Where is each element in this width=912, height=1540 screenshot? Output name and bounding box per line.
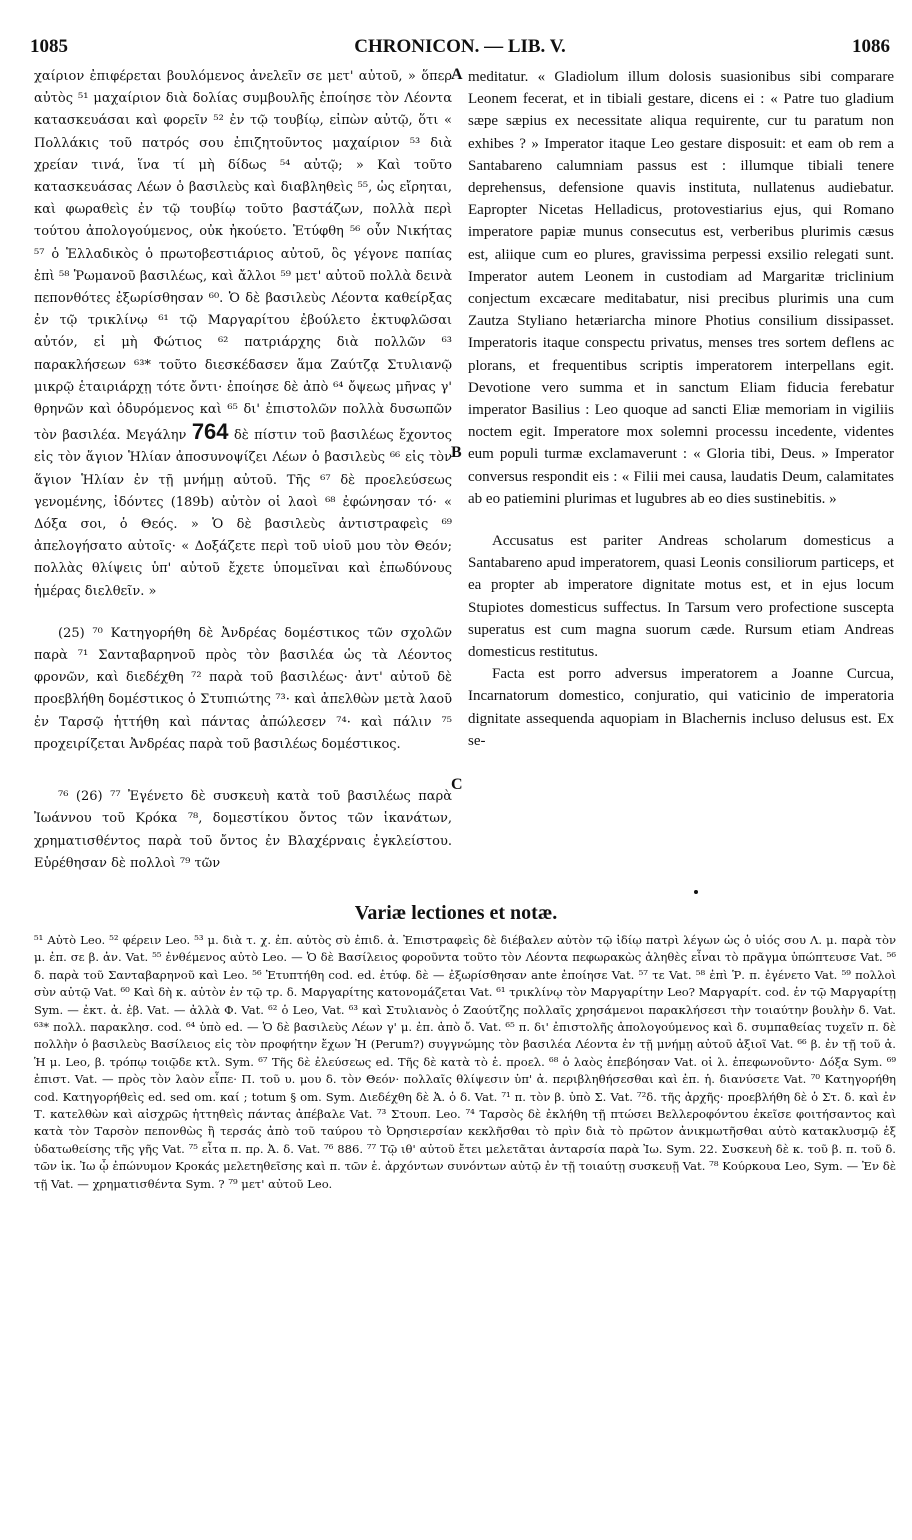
latin-paragraph-3: Facta est porro adversus imperatorem a Joanne Curcua, Incarnatorum domestico, conjuratio, qui vaticinio de imperatoria dignitate assequenda aquopiam in Blachernis incluso delusus est. Ex se- xyxy=(468,666,894,749)
greek-column xyxy=(34,66,452,896)
greek-paragraph-1 xyxy=(34,66,452,603)
section-marker-b: B xyxy=(451,444,462,461)
section-marker-c: C xyxy=(451,776,463,793)
page-header xyxy=(30,36,890,60)
latin-paragraph-1: meditatur. « Gladiolum illum dolosis suasionibus sibi comparare Leonem fecerat, et in tibiali gestare, dicens ei : « Patre tuo gladium sæpe sæpius ex necessitate aliqua requirente, cur tu paratum non exhibes ? » Imperator itaque Leo gestare disposuit: et eam ob rem a Santabareno calumniam passus est : illumque tibiali tenere deprehensus, defensione quavis instituta, nullatenus audiebatur. Eapropter Nicetas Helladicus, protovestiarius ejus, qui Romano imperatore papiæ munus consecutus est, verberibus plurimis cæsus est, aliique cum eo plures, gravissima perpessi exsilio relegati sunt. Imperator autem Leonem in custodiam ad Margaritæ triclinium conjectum excæcare meditabatur, nisi precibus plurimis una cum Zautza Styliano hetæriarcha minore Photius consilium dissipasset. Imperatoris itaque conspectu privatus, menses tres sortem deflens ac plorans, et frequentibus scriptis imperatorem interpellans egit. Devotione vero summa et in sanctum Eliam fiducia ferebatur imperator Basilius : Leo quoque ad sancti Eliæ memoriam in vigiliis noctem egit. Imperatore mox solemni processu incedente, videntes eum populi turmæ exclamaverunt : « Gloria tibi, Deus. » Imperator conversus respondit eis : « Filii mei causa, laudatis Deum, calamitates ab eo patiemini plurimas et lugubres ab eo dies sustinebitis. » xyxy=(468,69,894,507)
running-title: CHRONICON. — LIB. V. xyxy=(354,36,566,57)
page-number-left: 1085 xyxy=(30,36,68,57)
greek-paragraph-1-after: δὲ πίστιν τοῦ βασιλέως ἔχοντος εἰς τὸν ἅγιον Ἡλίαν ἀποσυνοψίζει Λέων ὁ βασιλεὺς ⁶⁶ εἰς τὸν ἅγιον Ἡλίαν ἐν τῇ μνήμῃ αὐτοῦ. Τῆς ⁶⁷ δὲ προελεύσεως γενομένης, ἰδόντες (189b) αὐτὸν οἱ λαοὶ ⁶⁸ ἐφώνησαν τό· « Δόξα σοι, ὁ Θεός. » Ὁ δὲ βασιλεὺς ἀντιστραφεὶς ⁶⁹ ἀπελογήσατο αὐτοῖς· « Δοξάζετε περὶ τοῦ υἱοῦ μου τὸν Θεόν; πολλὰς θλίψεις ὑπ' αὐτοῦ ἔχετε ὑπομεῖναι καὶ ἐπωδύνους ἡμέρας διελθεῖν. » xyxy=(34,428,452,599)
section-marker-a: A xyxy=(451,66,463,83)
greek-paragraph-1-before: χαίριον ἐπιφέρεται βουλόμενος ἀνελεῖν σε μετ' αὐτοῦ, » ὅπερ αὐτὸς ⁵¹ μαχαίριον διὰ δολίας συμβουλῆς ἐποίησε τὸν Λέοντα κατασκευάσαι καὶ φορεῖν ⁵² ἐν τῷ τουβίῳ, εἰπὼν αὐτῷ, ὅτι « Πολλάκις τοῦ πατρός σου ἐπιζητοῦντος μαχαίριον ⁵³ διὰ χρείαν τινά, ἵνα τί μὴ δίδως ⁵⁴ αὐτῷ; » Καὶ τοῦτο κατασκευάσας Λέων ὁ βασιλεὺς καὶ διαβληθεὶς ⁵⁵, ὡς εἴρηται, καὶ φωραθεὶς ἐν τῷ τουβίῳ τοῦτο βαστάζων, πολλὰ περὶ τούτου ἀπολογούμενος, οὐκ ἠκούετο. Ἐτύφθη ⁵⁶ οὖν Νικήτας ⁵⁷ ὁ Ἑλλαδικὸς ὁ πρωτοβεστιάριος αὐτοῦ, ὃς γέγονε παπίας ἐπὶ ⁵⁸ Ῥωμανοῦ βασιλέως, καὶ ἄλλοι ⁵⁹ μετ' αὐτοῦ πολλὰ δεινὰ πεπονθότες ἐξωρίσθησαν ⁶⁰. Ὁ δὲ βασιλεὺς Λέοντα καθείρξας ἐν τῷ τρικλίνῳ ⁶¹ τῷ Μαργαρίτου ἐβούλετο ἐκτυφλῶσαι αὐτόν, εἰ μὴ Φώτιος ⁶² πατριάρχης διὰ πολλῶν ⁶³ παρακλήσεων ⁶³* τοῦτο διεσκέδασεν ἅμα Ζαύτζᾳ Στυλιανῷ μικρῷ ἑταιριάρχῃ τότε ὄντι· ἐποίησε δὲ ἀπὸ ⁶⁴ ὄψεως μῆνας γ' θρηνῶν καὶ ὀδυρόμενος καὶ ⁶⁵ δι' ἐπιστολῶν πολλὰ δυσωπῶν τὸν βασιλέα. Μεγάλην xyxy=(34,69,452,444)
greek-paragraph-2: (25) ⁷⁰ Κατηγορήθη δὲ Ἀνδρέας δομέστικος τῶν σχολῶν παρὰ ⁷¹ Σανταβαρηνοῦ πρὸς τὸν βασιλέα ὡς τὰ Λέοντος φρονῶν, καὶ διεδέχθη ⁷² παρὰ τοῦ βασιλέως· ἀντ' αὐτοῦ δὲ προεβλήθη δομέστικος ὁ Στυπιώτης ⁷³· καὶ ἀπελθὼν μετὰ λαοῦ ἐν Ταρσῷ ἡττήθη καὶ πάντας ἀπώλεσεν ⁷⁴· καὶ πάλιν ⁷⁵ προχειρίζεται Ἀνδρέας παρὰ τοῦ βασιλέως δομέστικος. xyxy=(34,625,452,752)
latin-paragraph-2: Accusatus est pariter Andreas scholarum domesticus a Santabareno apud imperatorem, quasi Leonis consiliorum particeps, et ea propter ab imperatore dignitate motus est, et in ejus locum Stupiotes domesticus suffectus. In Tarsum vero profectione suscepta superatus est cum magna suorum cæde. Rursum etiam Andreas domesticus restitutus. xyxy=(468,533,894,661)
print-dot xyxy=(694,890,698,894)
greek-paragraph-3: ⁷⁶ (26) ⁷⁷ Ἐγένετο δὲ συσκευὴ κατὰ τοῦ βασιλέως παρὰ Ἰωάννου τοῦ Κρόκα ⁷⁸, δομεστίκου ὄντος τῶν ἱκανάτων, χρηματισθέντος παρὰ τοῦ ὄντος ἐν Βλαχέρναις ἐγκλείστου. Εὑρέθησαν δὲ πολλοὶ ⁷⁹ τῶν xyxy=(34,789,452,871)
original-page-mark: 764 xyxy=(191,419,229,445)
page-number-right: 1086 xyxy=(852,36,890,57)
notes-text: ⁵¹ Αὐτὸ Leo. ⁵² φέρειν Leo. ⁵³ μ. διὰ τ. χ. ἐπ. αὐτὸς σὺ ἐπιδ. ἀ. Ἐπιστραφεὶς δὲ διέβαλεν αὐτὸν τῷ ἰδίῳ πατρὶ λέγων ὡς ὁ υἱός σου Λ. μ. παρὰ τὸν μ. ἐπ. σε β. ἀν. Vat. ⁵⁵ ἐνθέμενος αὐτὸ Leo. — Ὁ δὲ Βασίλειος φοροῦντα τοῦτο τὸν Λέοντα πεφωρακὼς ἀληθὲς εἶναι τὸ πρᾶγμα ὑπώπτευσε Vat. ⁵⁶ δ. παρὰ τοῦ Σανταβαρηνοῦ καὶ Leo. ⁵⁶ Ἐτυπτήθη cod. ed. ἐτύφ. δὲ — ἐξωρίσθησαν ante ἐποίησε Vat. ⁵⁷ τε Vat. ⁵⁸ ἐπὶ Ῥ. π. ἐγένετο Vat. ⁵⁹ πολλοὶ σὺν αὐτῷ Vat. ⁶⁰ Καὶ δὴ κ. αὐτὸν ἐν τῷ τρ. δ. Μαργαρίτης κατονομάζεται Vat. ⁶¹ τρικλίνῳ τὸν Μαργαρίτην Leo? Μαργαρίτ. cod. ἐν τῷ Μαργαρίτῃ Sym. — ἐκτ. ἀ. ἐβ. Vat. — ἀλλὰ Φ. Vat. ⁶² ὁ Leo, Vat. ⁶³ καὶ Στυλιανὸς ὁ Ζαούτζης πολλαῖς χρησάμενοι παρακλήσεσι τὴν τοιαύτην βουλὴν δ. Vat. ⁶³* πολλ. παρακλησ. cod. ⁶⁴ ὑπὸ ed. — Ὁ δὲ βασιλεὺς Λέων γ' μ. ἐπ. ἀπὸ ὄ. Vat. ⁶⁵ π. δι' ἐπιστολῆς ἀπολογούμενος καὶ δ. συμπαθείας τυχεῖν π. δὲ πολλὴν ὁ βασιλεὺς Βασίλειος εἰς τὸν προφήτην ἔχων Ἠ (Perum?) συγγνώμης τὸν βασιλέα Λέοντα ἐν τῇ μνήμῃ αὐτοῦ ἀξιοῖ Vat. ⁶⁶ β. ἐν τῇ τοῦ ἁ. Ἡ μ. Leo, β. τρόπῳ τοιῷδε κτλ. Sym. ⁶⁷ Τῆς δὲ ἐλεύσεως ed. Τῆς δὲ κατὰ τὸ ἑ. προελ. ⁶⁸ ὁ λαὸς ἐπεβόησαν Vat. οἱ λ. ἐπεφωνοῦντο· Δόξα Sym. ⁶⁹ ἐπιστ. Vat. — πρὸς τὸν λαὸν εἶπε· Π. τοῦ υ. μου δ. τὸν Θεόν· πολλαῖς θλίψεσιν ὑπ' ἀ. περιβληθήσεσθαι καὶ ἐπ. ἡ. διανύσετε Vat. ⁷⁰ Κατηγορήθη cod. Κατηγορήθεὶς ed. sed om. καί ; totum § om. Sym. Διεδέχθη δὲ Ἀ. ὁ δ. Vat. ⁷¹ π. τὸν β. ὑπὸ Σ. Vat. ⁷²δ. τῆς ἀρχῆς· προεβλήθη δὲ ὁ Στ. δ. καὶ ἐν Τ. κατελθὼν καὶ αἰσχρῶς ἡττηθεὶς πάντας ἀπέβαλε Vat. ⁷³ Στουπ. Leo. ⁷⁴ Ταρσὸς δὲ ἐκλήθη τῇ πτώσει Βελλεροφόντου ἐκεῖσε φοιτήσαντος καὶ κατὰ τὸν Ταρσὸν πεπονθὼς ἢ τερσάς ἀπὸ τοῦ ταύρου τὸ Ὀρησιερσίαν κεκλῆσθαι τὸ πρὶν διὰ τὸ πρῶτον ἀνικμωτῆσθαι αὐτὸ κατακλυσμῷ ἐξ ὑδατωθείσης τῆς γῆς Vat. ⁷⁵ εἶτα π. πρ. Ἀ. δ. Vat. ⁷⁶ 886. ⁷⁷ Τῷ ιθ' αὐτοῦ ἔτει μελετᾶται ἀνταρσία παρὰ Ἰω. Sym. 22. Συσκευὴ δὲ κ. τοῦ β. π. τοῦ δ. τῶν ἱκ. Ἰω ᾧ ἐπώνυμον Κροκάς μελετηθεῖσης καὶ π. τῶν ἑ. ἀρχόντων συνόντων αὐτῷ ἐν τῇ τοιαύτῃ συσκευῇ Vat. ⁷⁸ Κούρκουα Leo, Sym. — Ἐν δὲ τῇ Vat. — χρηματισθέντα Sym. ? ⁷⁹ μετ' αὐτοῦ Leo. xyxy=(34,933,896,1191)
notes-title: Variæ lectiones et notæ. xyxy=(354,902,558,924)
latin-column xyxy=(468,66,894,896)
